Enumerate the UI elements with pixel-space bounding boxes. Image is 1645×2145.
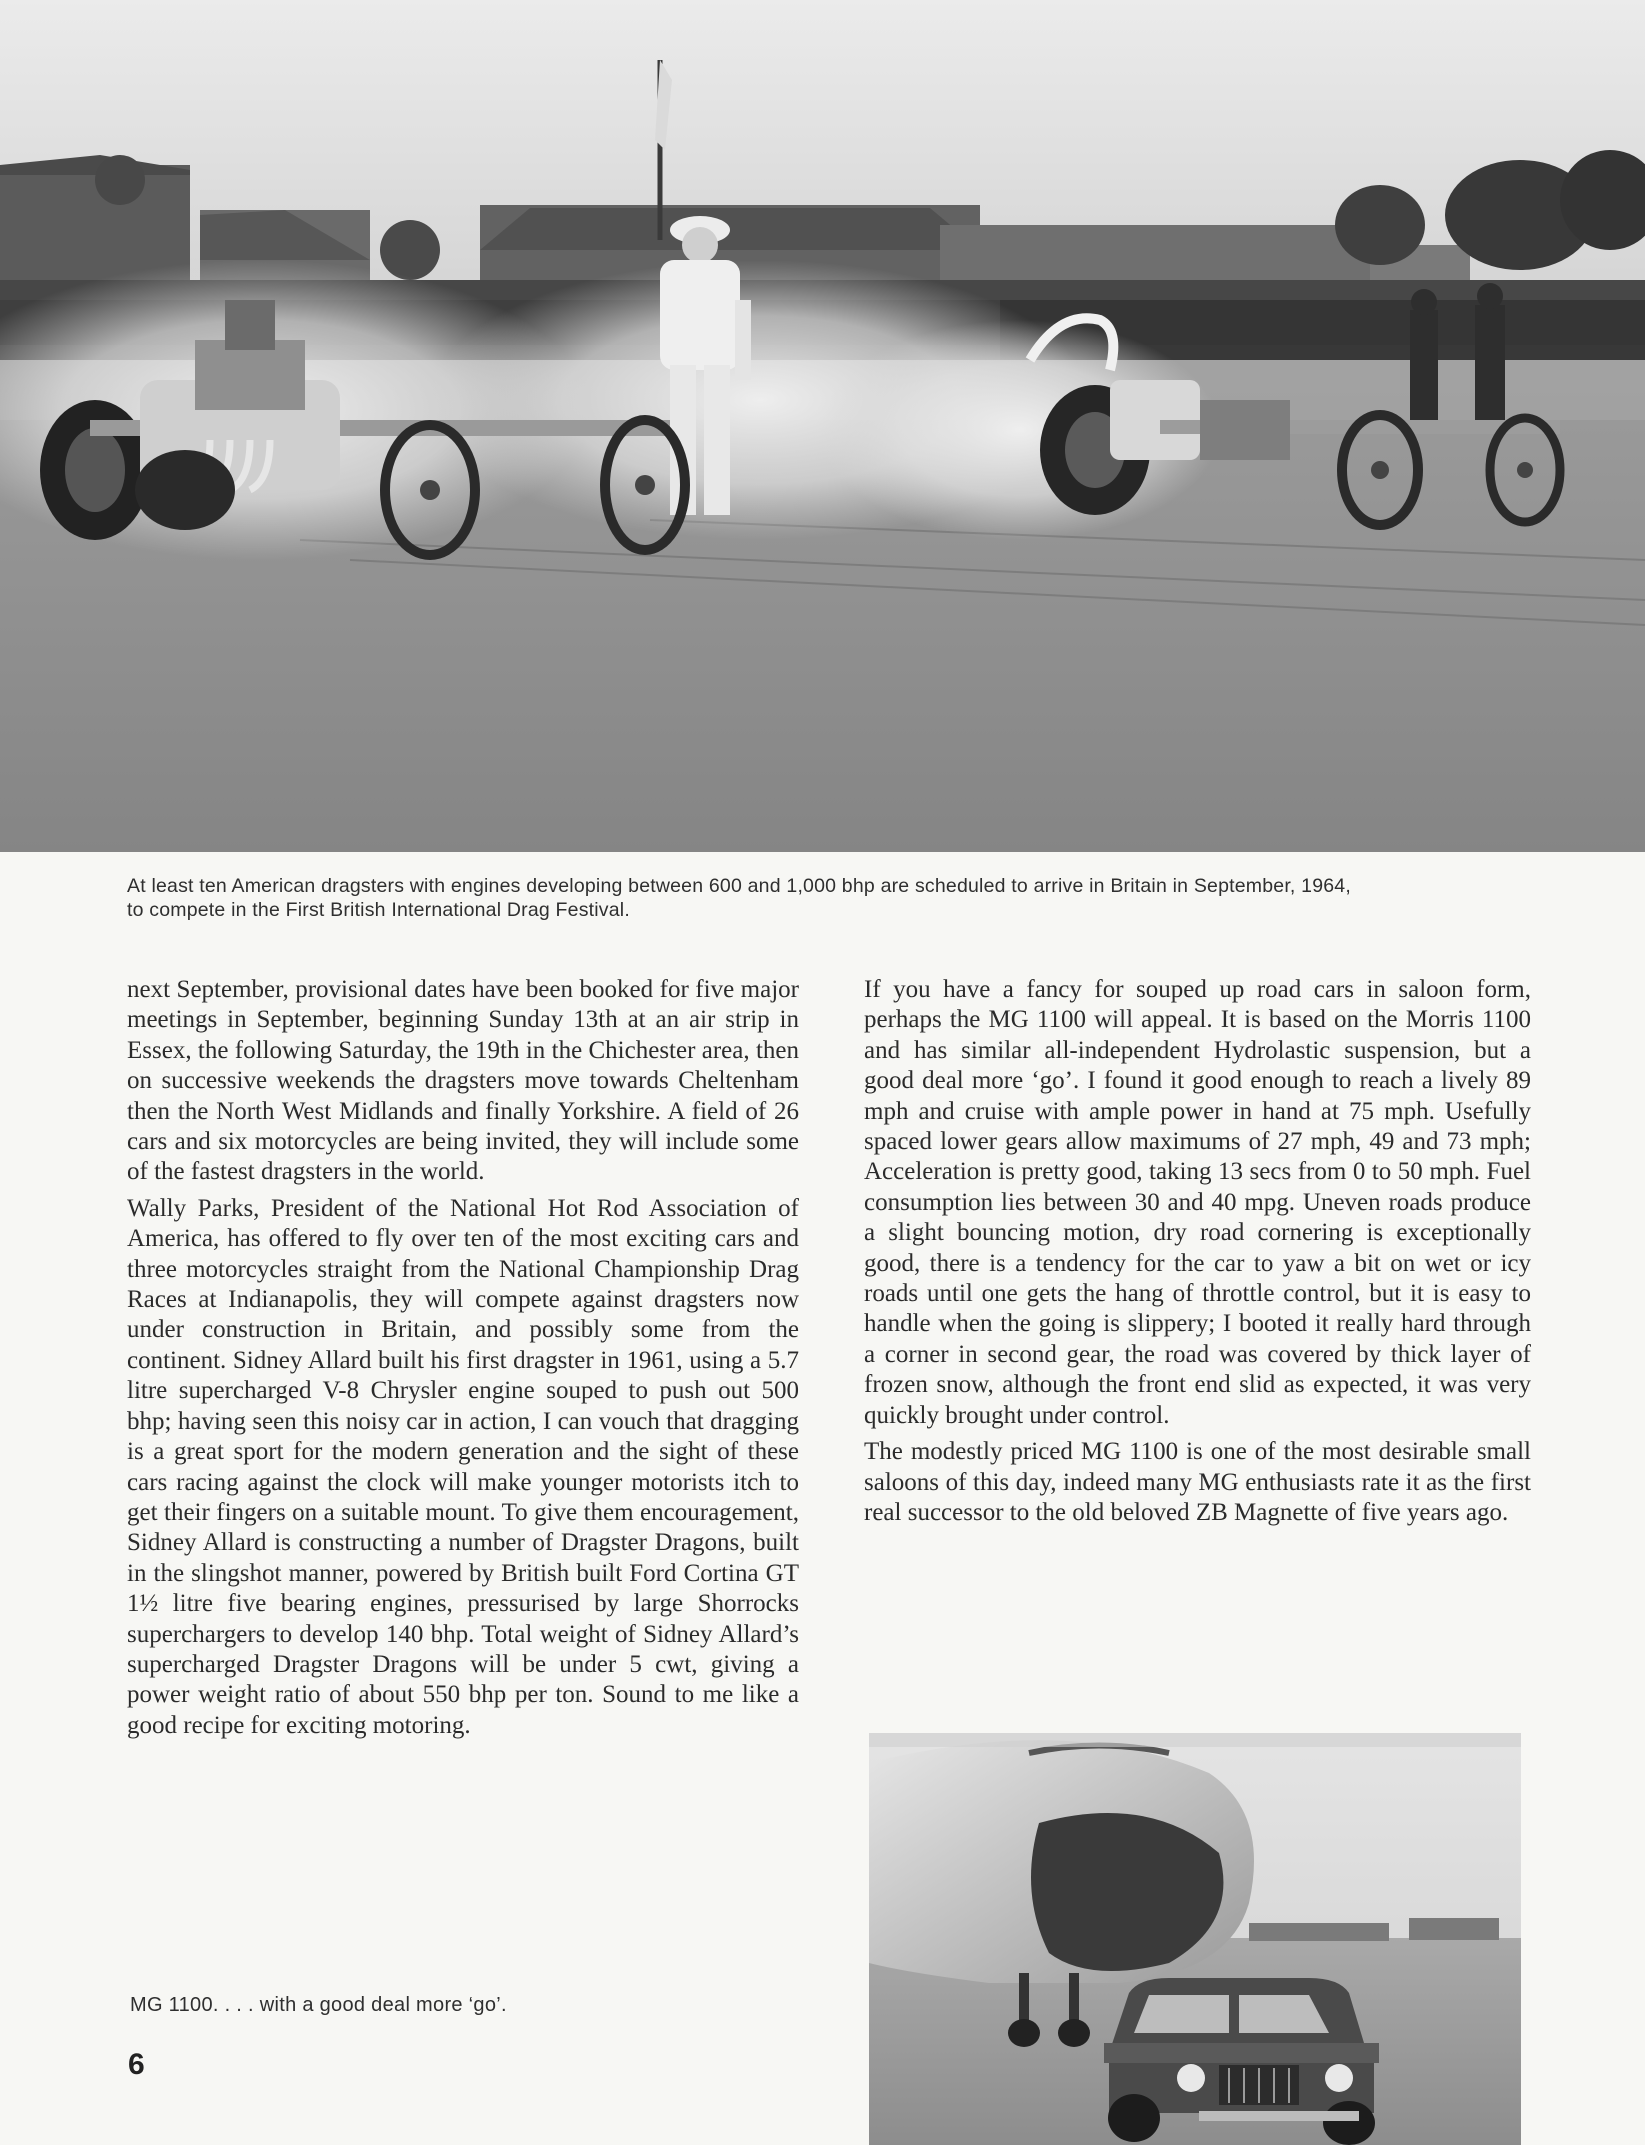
top-photo-caption [127,874,1527,922]
left-paragraph-1: next September, provisional dates have been booked for five major meetings in September, beginning Sunday 13th at an air strip in Essex, the following Saturday, the 19th in the Chichester area, then on successive weekends the dragsters move towards Cheltenham then the North West Midlands and finally Yorkshire. A field of 26 cars and six motorcycles are being invited, they will include some of the fastest dragsters in the world. [127,976,799,1186]
right-paragraph-2: The modestly priced MG 1100 is one of the most desirable small saloons of this day, indeed many MG enthusiasts rate it as the first real successor to the old beloved ZB Magnette of five years ago. [864,1438,1531,1526]
left-paragraph-2: Wally Parks, President of the National Hot Rod Association of America, has offered to fly over ten of the most exciting cars and three motorcycles straight from the National Championship Drag Races at Indianapolis, they will compete against dragsters now under construction in Britain, and possibly some from the continent. Sidney Allard built his first dragster in 1961, using a 5.7 litre supercharged V-8 Chrysler engine souped to push out 500 bhp; having seen this noisy car in action, I can vouch that dragging is a great sport for the modern generation and the sight of these cars racing against the clock will make younger motorists itch to get their fingers on a suitable mount. To give them encouragement, Sidney Allard is constructing a number of Dragster Dragons, built in the slingshot manner, powered by British built Ford Cortina GT 1½ litre five bearing engines, pressurised by large Shorrocks superchargers to develop 140 bhp. Total weight of Sidney Allard’s supercharged Dragster Dragons will be under 5 cwt, giving a power weight ratio of about 550 bhp per ton. Sound to me like a good recipe for exciting motoring. [127,1194,799,1739]
article-right-column [864,975,1531,1534]
dragsters-race-photo [0,0,1645,852]
mg-1100-with-aircraft-photo [869,1733,1521,2145]
mg-photo-caption: MG 1100. . . . with a good deal more ‘go’. [130,1994,507,2016]
caption-line-1: At least ten American dragsters with engines developing between 600 and 1,000 bhp are scheduled to arrive in Britain in September, 1964, [127,875,1351,897]
article-left-column [127,975,799,1747]
caption-line-2: to compete in the First British International Drag Festival. [127,899,630,921]
mg-1100-car [1104,1978,1379,2145]
page-number: 6 [128,2048,145,2081]
right-paragraph-1: If you have a fancy for souped up road cars in saloon form, perhaps the MG 1100 will appeal. It is based on the Morris 1100 and has similar all-independent Hydrolastic suspension, but a good deal more ‘go’. I found it good enough to reach a lively 89 mph and cruise with ample power in hand at 75 mph. Usefully spaced lower gears allow maximums of 27 mph, 49 and 73 mph; Acceleration is pretty good, taking 13 secs from 0 to 50 mph. Fuel consumption lies between 30 and 40 mpg. Uneven roads produce a slight bouncing motion, dry road cornering is exceptionally good, there is a tendency for the car to yaw a bit on wet or icy roads until one gets the hang of throttle control, but it is easy to handle when the going is slippery; I booted it really hard through a corner in second gear, the road was covered by thick layer of frozen snow, although the front end slid as expected, it was very quickly brought under control. [864,976,1531,1429]
